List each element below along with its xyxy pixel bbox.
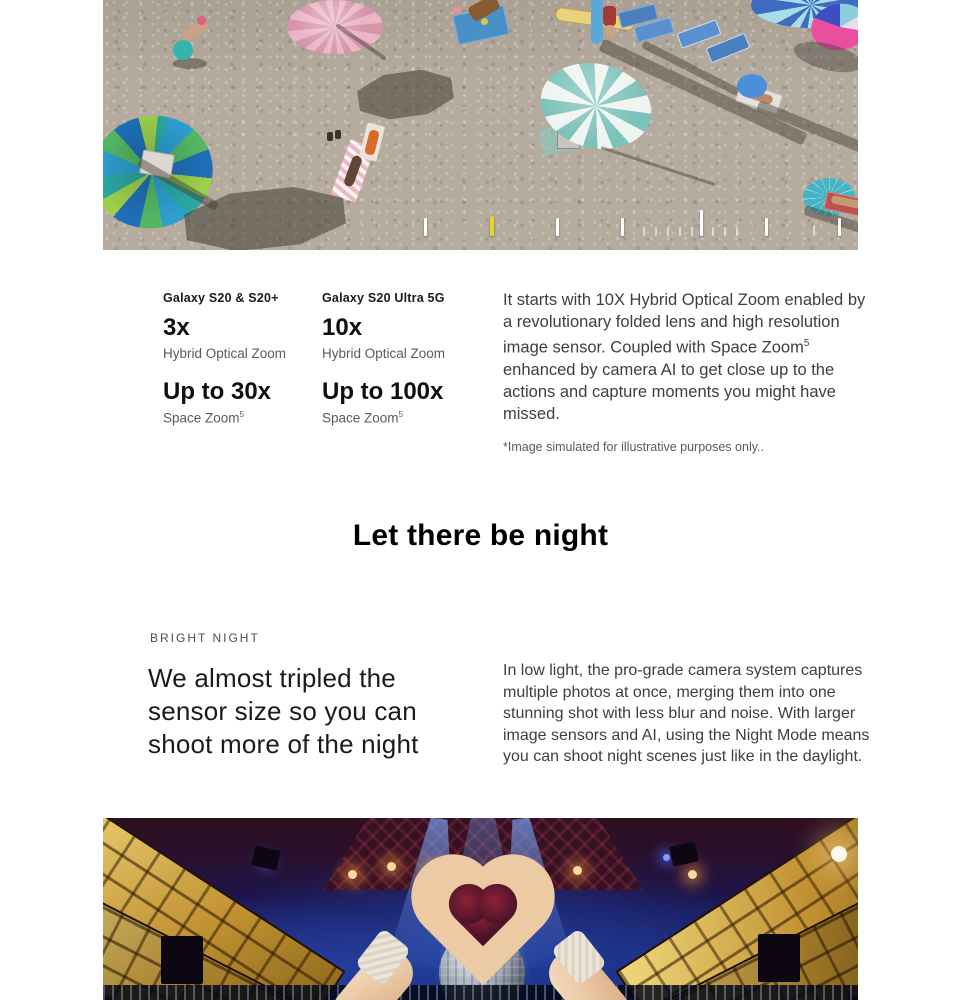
umbrella-personal	[737, 74, 767, 98]
space-zoom-text: Space Zoom	[163, 410, 240, 426]
stage-light-blue	[663, 854, 670, 861]
ruler-tick	[667, 227, 669, 236]
section-heading: Let there be night	[352, 519, 609, 552]
ruler-tick	[813, 225, 815, 236]
crowd-silhouettes	[103, 985, 858, 1000]
stage-light-warm	[387, 862, 396, 871]
paragraph-text: It starts with 10X Hybrid Optical Zoom enabled by a revolutionary folded lens and high resolution image sensor. Coupled with Space Zoom	[503, 291, 866, 357]
optical-zoom-label: Hybrid Optical Zoom	[322, 346, 446, 361]
ruler-tick	[643, 227, 645, 236]
standing-person	[603, 6, 616, 26]
surfboard-blue	[591, 0, 603, 44]
footnote-superscript: 5	[398, 410, 404, 419]
ruler-tick	[621, 218, 624, 236]
ruler-tick	[838, 218, 841, 236]
zoom-scale-ruler	[103, 208, 858, 236]
space-zoom-label	[163, 410, 313, 426]
night-paragraph: In low light, the pro-grade camera system captures multiple photos at once, merging them into one stunning shot with less blur and noise. With larger image sensors and AI, using the Night Mode means you can shoot night scenes just like in the daylight.	[503, 662, 870, 765]
optical-zoom-label: Hybrid Optical Zoom	[163, 346, 287, 361]
beach-ball	[173, 40, 193, 60]
space-zoom-text: Space Zoom	[322, 410, 399, 426]
sunbather-shadow	[173, 58, 207, 69]
zoom-description	[503, 289, 877, 454]
image-disclaimer: *Image simulated for illustrative purposes only..	[503, 439, 764, 454]
ruler-tick	[765, 218, 768, 236]
stage-light-warm	[348, 870, 357, 879]
speaker-box	[251, 846, 281, 871]
sun-hat	[197, 16, 206, 25]
umbrella-pole-shadow	[601, 146, 716, 186]
paragraph-text: enhanced by camera AI to get close up to the actions and capture moments you might have missed.	[503, 360, 836, 423]
stage-light-white	[831, 846, 847, 862]
night-title: We almost tripled the sensor size so you can shoot more of the night	[148, 663, 419, 759]
sandals	[335, 130, 341, 139]
beach-bag	[453, 6, 461, 14]
optical-zoom-value: 10x	[322, 314, 363, 341]
spec-column-galaxy-s20	[163, 291, 313, 426]
ruler-tick	[736, 227, 738, 236]
space-zoom-label	[322, 410, 472, 426]
ruler-tick	[712, 227, 714, 236]
footnote-superscript: 5	[803, 338, 810, 349]
optical-zoom-value: 3x	[163, 314, 190, 341]
space-zoom-value: Up to 100x	[322, 378, 444, 405]
umbrella-pink-shadow	[355, 66, 455, 124]
zoom-paragraph	[503, 289, 877, 425]
ruler-tick	[655, 227, 657, 236]
device-name: Galaxy S20 Ultra 5G	[322, 291, 445, 305]
sandals	[327, 132, 333, 141]
device-name: Galaxy S20 & S20+	[163, 291, 279, 305]
standing-person-legs	[606, 25, 614, 39]
speaker-box	[758, 934, 800, 982]
concert-photo	[103, 818, 858, 1000]
spec-column-galaxy-s20-ultra	[322, 291, 472, 426]
ruler-tick	[700, 210, 703, 236]
ruler-tick	[490, 216, 494, 236]
eyebrow-label: BRIGHT NIGHT	[150, 631, 260, 645]
ruler-tick	[424, 218, 427, 236]
speaker-box	[669, 842, 699, 867]
ruler-tick	[679, 227, 681, 236]
ruler-tick	[556, 218, 559, 236]
speaker-box	[161, 936, 203, 984]
space-zoom-value: Up to 30x	[163, 378, 272, 405]
ruler-tick	[724, 227, 726, 236]
stage-light-warm	[688, 870, 697, 879]
footnote-superscript: 5	[239, 410, 245, 419]
ruler-tick	[691, 227, 693, 236]
sunbather	[180, 20, 209, 42]
stage-light-warm	[573, 866, 582, 875]
beach-item	[481, 18, 488, 25]
beach-photo	[103, 0, 858, 250]
